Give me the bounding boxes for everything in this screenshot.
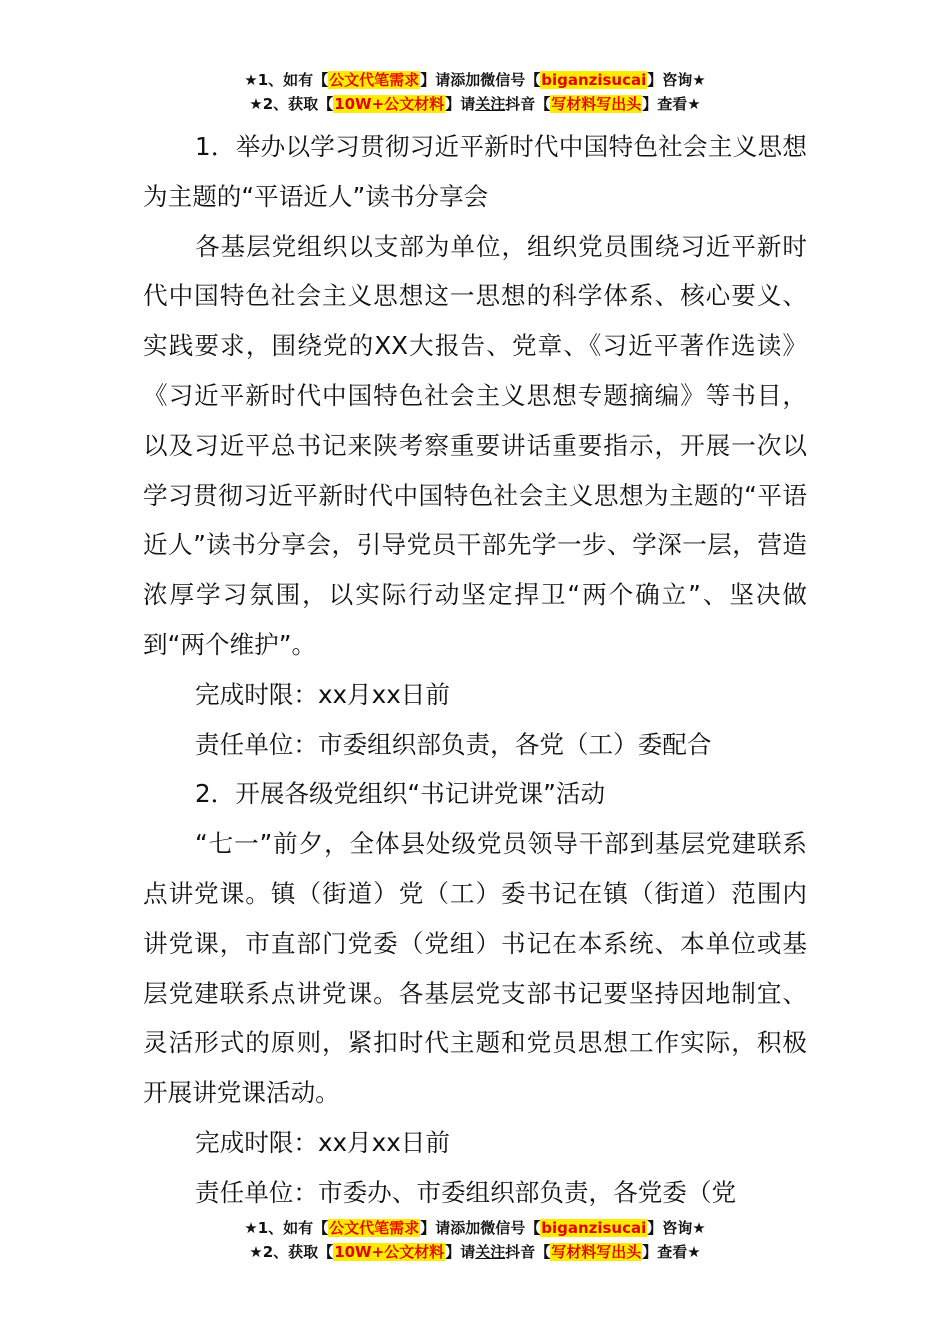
deadline-line: 完成时限：xx月xx日前 <box>195 1127 450 1157</box>
promo-text: 】咨询★ <box>647 71 706 89</box>
promo-line-2 <box>0 1240 950 1264</box>
paragraph: 各基层党组织以支部为单位，组织党员围绕习近平新时代中国特色社会主义思想这一思想的科学体系、核心要义、实践要求，围绕党的XX大报告、党章、《习近平著作选读》《习近平新时代中国特色社会主义思想专题摘编》等书目，以及习近平总书记来陕考察重要讲话重要指示，开展一次以学习贯彻习近平新时代中国特色社会主义思想为主题的“平语近人”读书分享会，引导党员干部先学一步、学深一层，营造浓厚学习氛围，以实际行动坚定捍卫“两个确立”、坚决做到“两个维护”。 <box>143 231 807 659</box>
promo-highlight: 公文代笔需求 <box>329 1219 420 1237</box>
paragraph: “七一”前夕，全体县处级党员领导干部到基层党建联系点讲党课。镇（街道）党（工）委书记在镇（街道）范围内讲党课，市直部门党委（党组）书记在本系统、本单位或基层党建联系点讲党课。各基层党支部书记要坚持因地制宜、灵活形式的原则，紧扣时代主题和党员思想工作实际，积极开展讲党课活动。 <box>143 829 807 1108</box>
promo-text: ★2、获取【 <box>249 1243 334 1261</box>
promo-highlight: biganzisucai <box>541 71 647 89</box>
deadline-line: 完成时限：xx月xx日前 <box>195 679 450 709</box>
promo-highlight: 10W+公文材料 <box>334 1243 445 1261</box>
promo-text: 】请添加微信号【 <box>420 1219 541 1237</box>
promo-highlight: 公文代笔需求 <box>329 71 420 89</box>
promo-text: 】请 <box>445 1243 476 1261</box>
promo-text: 抖音【 <box>505 1243 551 1261</box>
promo-underline: 关注 <box>475 95 506 113</box>
promo-banner-bottom <box>0 1216 950 1264</box>
section-heading-1: 1．举办以学习贯彻习近平新时代中国特色社会主义思想为主题的“平语近人”读书分享会 <box>143 132 807 211</box>
promo-text: 抖音【 <box>505 95 551 113</box>
promo-line-2 <box>0 92 950 116</box>
promo-text: 】查看★ <box>642 1243 701 1261</box>
promo-text: 】查看★ <box>642 95 701 113</box>
promo-highlight: 10W+公文材料 <box>334 95 445 113</box>
promo-highlight: 写材料写出头 <box>551 95 642 113</box>
promo-text: ★2、获取【 <box>249 95 334 113</box>
promo-text: ★1、如有【 <box>244 1219 329 1237</box>
promo-text: 】请添加微信号【 <box>420 71 541 89</box>
promo-text: 】咨询★ <box>647 1219 706 1237</box>
promo-highlight: 写材料写出头 <box>551 1243 642 1261</box>
promo-text: ★1、如有【 <box>244 71 329 89</box>
promo-text: 】请 <box>445 95 476 113</box>
promo-line-1 <box>0 68 950 92</box>
promo-line-1 <box>0 1216 950 1240</box>
responsible-unit-line: 责任单位：市委办、市委组织部负责，各党委（党 <box>195 1177 737 1207</box>
responsible-unit-line: 责任单位：市委组织部负责，各党（工）委配合 <box>195 729 712 759</box>
promo-underline: 关注 <box>475 1243 506 1261</box>
document-body <box>143 122 807 1218</box>
promo-highlight: biganzisucai <box>541 1219 647 1237</box>
section-heading-2: 2．开展各级党组织“书记讲党课”活动 <box>195 779 606 809</box>
promo-banner-top <box>0 68 950 116</box>
